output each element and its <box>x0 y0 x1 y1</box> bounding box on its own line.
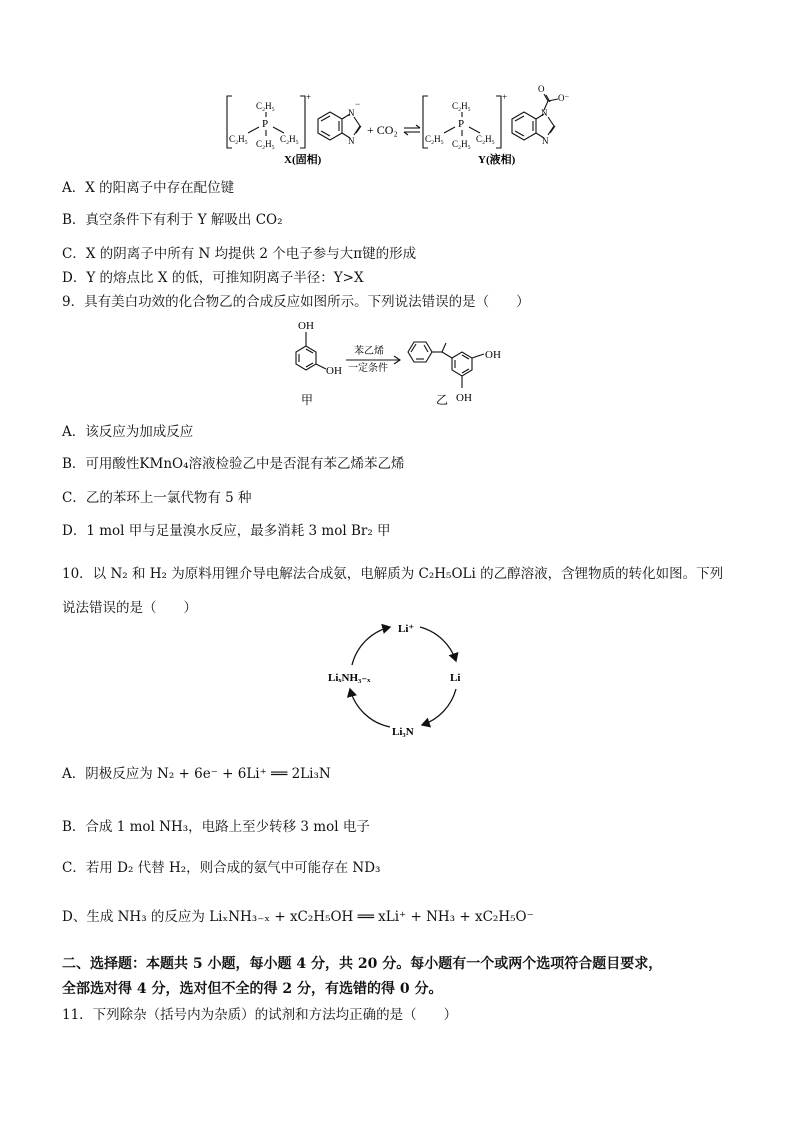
scheme-q9-reaction <box>0 310 794 410</box>
plus-co2: + CO₂ <box>367 123 398 137</box>
label-yi: 乙 <box>436 393 449 407</box>
y-cation-charge: + <box>502 92 508 102</box>
y-ethyl-left: C₂H₅ <box>425 134 444 144</box>
y-carbonyl-o: O <box>538 84 545 94</box>
x-anion-n-bottom: N <box>348 136 355 146</box>
reaction-condition: 一定条件 <box>348 363 388 374</box>
q10-option-d: D、生成 NH₃ 的反应为 LiₓNH₃₋ₓ + xC₂H₅OH ══ xLi⁺ + NH₃ + xC₂H₅O⁻ <box>62 909 534 925</box>
x-anion-n-top: N <box>348 108 355 118</box>
x-cation-charge: + <box>306 92 312 102</box>
x-phosphorus: P <box>262 118 269 130</box>
y-ethyl-top: C₂H₅ <box>452 101 471 111</box>
q9-option-c: C．乙的苯环上一氯代物有 5 种 <box>62 490 252 506</box>
q9-option-d: D．1 mol 甲与足量溴水反应，最多消耗 3 mol Br₂ 甲 <box>62 523 391 539</box>
x-ethyl-top: C₂H₅ <box>256 101 275 111</box>
cycle-lixnh3x: LiₓNH₃₋ₓ <box>328 672 371 684</box>
label-jia: 甲 <box>301 393 314 407</box>
scheme-x-co2-y <box>0 0 794 180</box>
q10-stem-line1: 10．以 N₂ 和 H₂ 为原料用锂介导电解法合成氨，电解质为 C₂H₅OLi 的乙醇溶液，含锂物质的转化如图。下列 <box>62 566 724 582</box>
yi-oh-right: OH <box>485 349 501 361</box>
q10-stem-line2: 说法错误的是（ ） <box>62 600 197 616</box>
x-ethyl-left: C₂H₅ <box>229 134 248 144</box>
q8-option-b: B．真空条件下有利于 Y 解吸出 CO₂ <box>62 212 283 228</box>
q11-stem: 11．下列除杂（括号内为杂质）的试剂和方法均正确的是（ ） <box>62 1007 458 1023</box>
q9-option-a: A．该反应为加成反应 <box>62 424 194 440</box>
jia-oh-top: OH <box>298 320 314 332</box>
label-x-solid: X(固相) <box>284 154 322 166</box>
q10-option-a: A．阴极反应为 N₂ + 6e⁻ + 6Li⁺ ══ 2Li₃N <box>62 766 331 782</box>
q10-option-b: B．合成 1 mol NH₃，电路上至少转移 3 mol 电子 <box>62 819 370 835</box>
y-phosphorus: P <box>458 118 465 130</box>
lithium-cycle-diagram <box>0 615 794 745</box>
cycle-li-metal: Li <box>450 672 461 684</box>
x-ethyl-bottom: C₂H₅ <box>256 139 275 149</box>
section2-instructions-line2: 全部选对得 4 分，选对但不全的得 2 分，有选错的得 0 分。 <box>62 981 443 997</box>
cycle-li3n: Li₃N <box>392 726 414 738</box>
x-ethyl-right: C₂H₅ <box>280 134 299 144</box>
y-n-bottom: N <box>542 136 549 146</box>
y-carboxylate-o: O⁻ <box>558 93 570 103</box>
q9-option-b: B．可用酸性KMnO₄溶液检验乙中是否混有苯乙烯苯乙烯 <box>62 456 405 472</box>
label-y-liquid: Y(液相) <box>478 154 516 166</box>
y-ethyl-bottom: C₂H₅ <box>452 139 471 149</box>
reagent-styrene: 苯乙烯 <box>354 346 384 357</box>
y-ethyl-right: C₂H₅ <box>476 134 495 144</box>
equilibrium-sign: ⇌ <box>405 126 406 127</box>
q10-option-c: C．若用 D₂ 代替 H₂，则合成的氨气中可能存在 ND₃ <box>62 860 381 876</box>
q8-option-c: C．X 的阴离子中所有 N 均提供 2 个电子参与大π键的形成 <box>62 246 417 262</box>
q8-option-a: A．X 的阳离子中存在配位键 <box>62 180 235 196</box>
cycle-li-ion: Li⁺ <box>398 623 415 635</box>
q9-stem: 9．具有美白功效的化合物乙的合成反应如图所示。下列说法错误的是（ ） <box>62 294 530 310</box>
yi-oh-bottom: OH <box>456 392 472 404</box>
y-n-top: N <box>541 108 548 118</box>
section2-instructions-line1: 二、选择题：本题共 5 小题，每小题 4 分，共 20 分。每小题有一个或两个选项符合题目要求， <box>62 956 663 972</box>
x-anion-charge: − <box>355 99 361 109</box>
q8-option-d: D．Y 的熔点比 X 的低，可推知阴离子半径：Y>X <box>62 270 364 286</box>
jia-oh-right: OH <box>326 365 342 377</box>
